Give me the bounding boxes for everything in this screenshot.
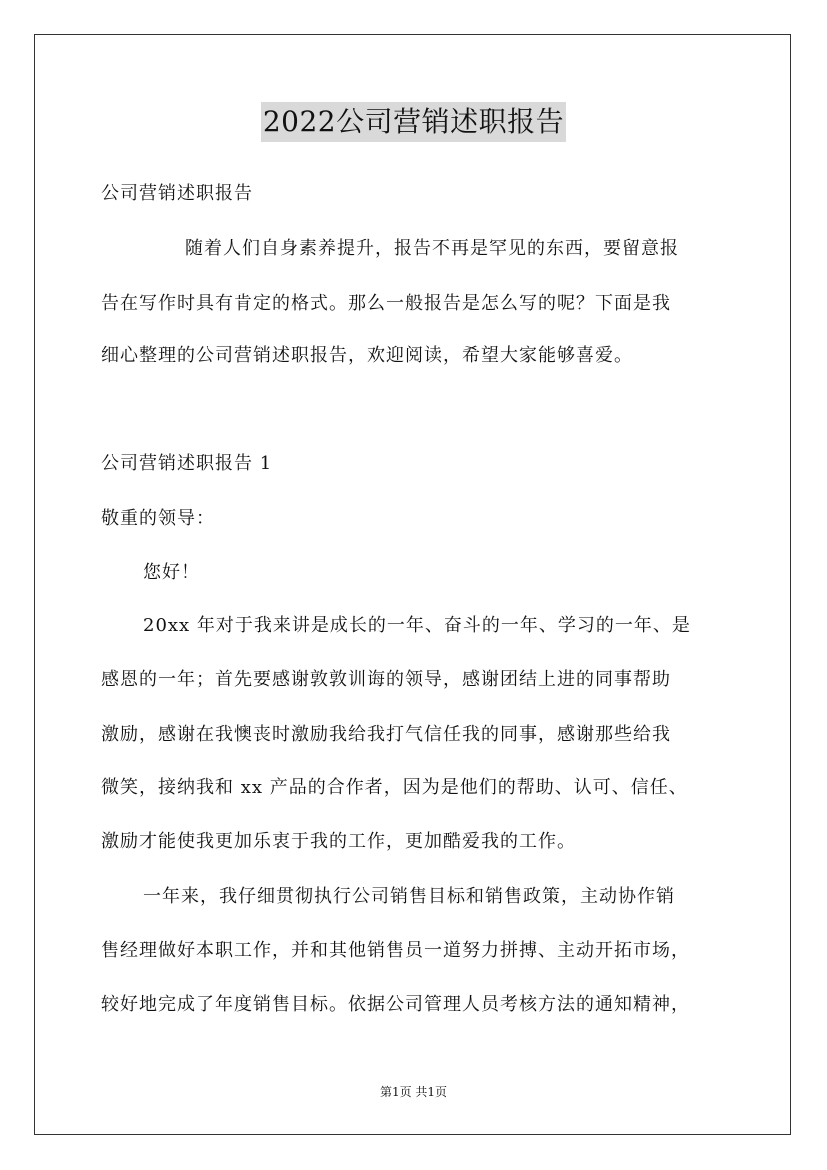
body-line-4: 微笑，接纳我和 xx 产品的合作者，因为是他们的帮助、认可、信任、 xyxy=(101,777,688,798)
body-line-3: 激励，感谢在我懊丧时激励我给我打气信任我的同事，感谢那些给我 xyxy=(101,724,671,745)
intro-line-1: 随着人们自身素养提升，报告不再是罕见的东西，要留意报 xyxy=(185,238,679,259)
greeting: 您好！ xyxy=(143,562,200,583)
document-title: 2022公司营销述职报告 xyxy=(261,102,566,142)
body-line-5: 激励才能使我更加乐衷于我的工作，更加酷爱我的工作。 xyxy=(101,831,576,852)
body-line-7: 售经理做好本职工作，并和其他销售员一道努力拼搏、主动开拓市场， xyxy=(101,940,690,961)
document-subtitle: 公司营销述职报告 xyxy=(101,183,253,204)
body-line-2: 感恩的一年；首先要感谢敦敦训诲的领导，感谢团结上进的同事帮助 xyxy=(101,669,671,690)
body-line-6: 一年来，我仔细贯彻执行公司销售目标和销售政策，主动协作销 xyxy=(143,886,675,907)
intro-line-2: 告在写作时具有肯定的格式。那么一般报告是怎么写的呢？下面是我 xyxy=(101,293,671,314)
section-heading: 公司营销述职报告 1 xyxy=(101,453,273,474)
intro-line-3: 细心整理的公司营销述职报告，欢迎阅读，希望大家能够喜爱。 xyxy=(101,345,633,366)
title-container xyxy=(0,102,827,142)
salutation: 敬重的领导： xyxy=(101,508,215,529)
page-footer: 第1页 共1页 xyxy=(379,1085,448,1099)
body-line-8: 较好地完成了年度销售目标。依据公司管理人员考核方法的通知精神， xyxy=(101,994,690,1015)
body-line-1: 20xx 年对于我来讲是成长的一年、奋斗的一年、学习的一年、是 xyxy=(143,615,691,636)
